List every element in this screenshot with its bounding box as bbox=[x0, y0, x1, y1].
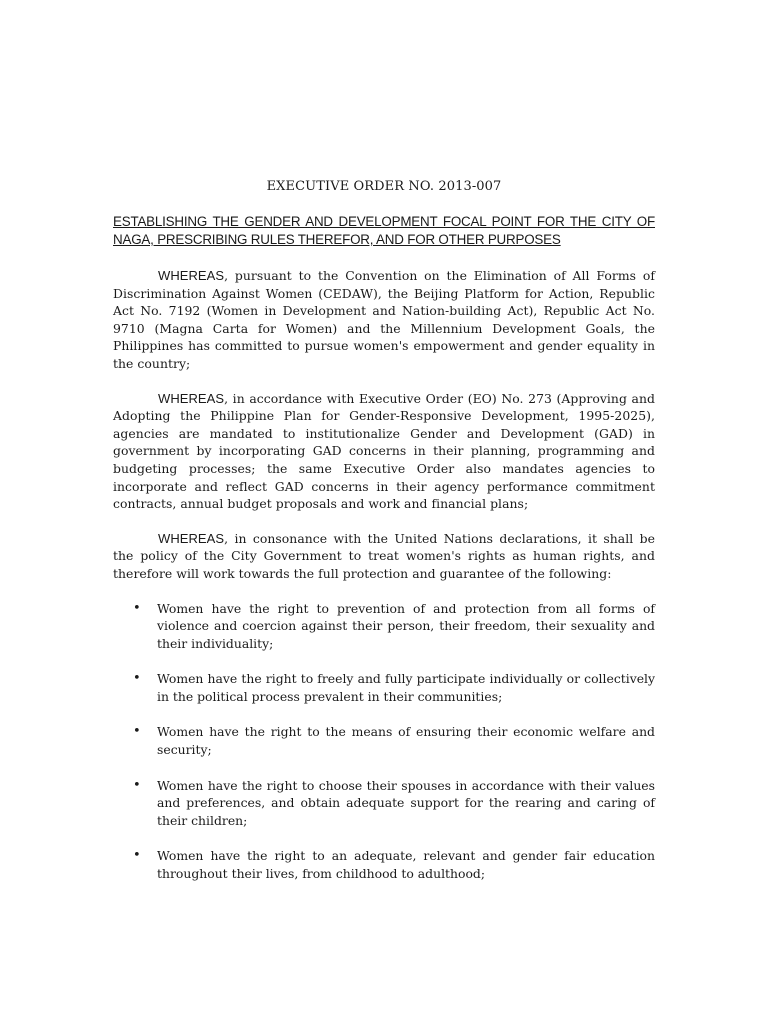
bullet-icon: • bbox=[133, 671, 141, 687]
whereas-keyword: WHEREAS bbox=[158, 268, 225, 283]
paragraph-text: , in consonance with the United Nations declarations, it shall be the policy of the City Government to treat women's rights as human rights, and therefore will work towards the full protection and guarantee of the following: bbox=[113, 530, 655, 581]
list-item bbox=[113, 600, 655, 653]
bullet-icon: • bbox=[133, 724, 141, 740]
list-item-text: Women have the right to choose their spouses in accordance with their values and preferences, and obtain adequate support for the rearing and caring of their children; bbox=[157, 777, 655, 828]
bullet-icon: • bbox=[133, 600, 141, 616]
list-item-text: Women have the right to the means of ensuring their economic welfare and security; bbox=[157, 724, 655, 758]
list-item bbox=[113, 670, 655, 705]
list-item-text: Women have the right to prevention of and protection from all forms of violence and coercion against their person, their freedom, their sexuality and their individuality; bbox=[157, 600, 655, 651]
bullet-icon: • bbox=[133, 848, 141, 864]
list-item bbox=[113, 723, 655, 758]
list-item bbox=[113, 777, 655, 830]
whereas-paragraph-1 bbox=[113, 267, 655, 373]
rights-bullet-list bbox=[113, 600, 655, 883]
executive-order-number: EXECUTIVE ORDER NO. 2013-007 bbox=[266, 179, 502, 194]
document-page bbox=[113, 178, 655, 901]
paragraph-text: , pursuant to the Convention on the Elimination of All Forms of Discrimination Against Women (CEDAW), the Beijing Platform for Action, Republic Act No. 7192 (Women in Development and Nation-building Act), Republic Act No. 9710 (Magna Carta for Women) and the Millennium Development Goals, the Philippines has committed to pursue women's empowerment and gender equality in the country; bbox=[113, 268, 655, 371]
document-title: ESTABLISHING THE GENDER AND DEVELOPMENT FOCAL POINT FOR THE CITY OF NAGA, PRESCRIBING RULES THEREFOR, AND FOR OTHER PURPOSES bbox=[113, 214, 655, 247]
bullet-icon: • bbox=[133, 777, 141, 793]
paragraph-text: , in accordance with Executive Order (EO) No. 273 (Approving and Adopting the Philippine Plan for Gender-Responsive Development, 1995-2025), agencies are mandated to institutionalize Gender and Development (GAD) in government by incorporating GAD concerns in their planning, programming and budgeting processes; the same Executive Order also mandates agencies to incorporate and reflect GAD concerns in their agency performance commitment contracts, annual budget proposals and work and financial plans; bbox=[113, 390, 655, 512]
whereas-paragraph-2 bbox=[113, 390, 655, 513]
whereas-paragraph-3 bbox=[113, 530, 655, 583]
list-item-text: Women have the right to freely and fully participate individually or collectively in the political process prevalent in their communities; bbox=[157, 671, 655, 704]
list-item bbox=[113, 847, 655, 882]
whereas-keyword: WHEREAS bbox=[158, 530, 225, 546]
list-item-text: Women have the right to an adequate, relevant and gender fair education throughout their lives, from childhood to adulthood; bbox=[157, 848, 655, 882]
whereas-keyword: WHEREAS bbox=[158, 390, 225, 406]
